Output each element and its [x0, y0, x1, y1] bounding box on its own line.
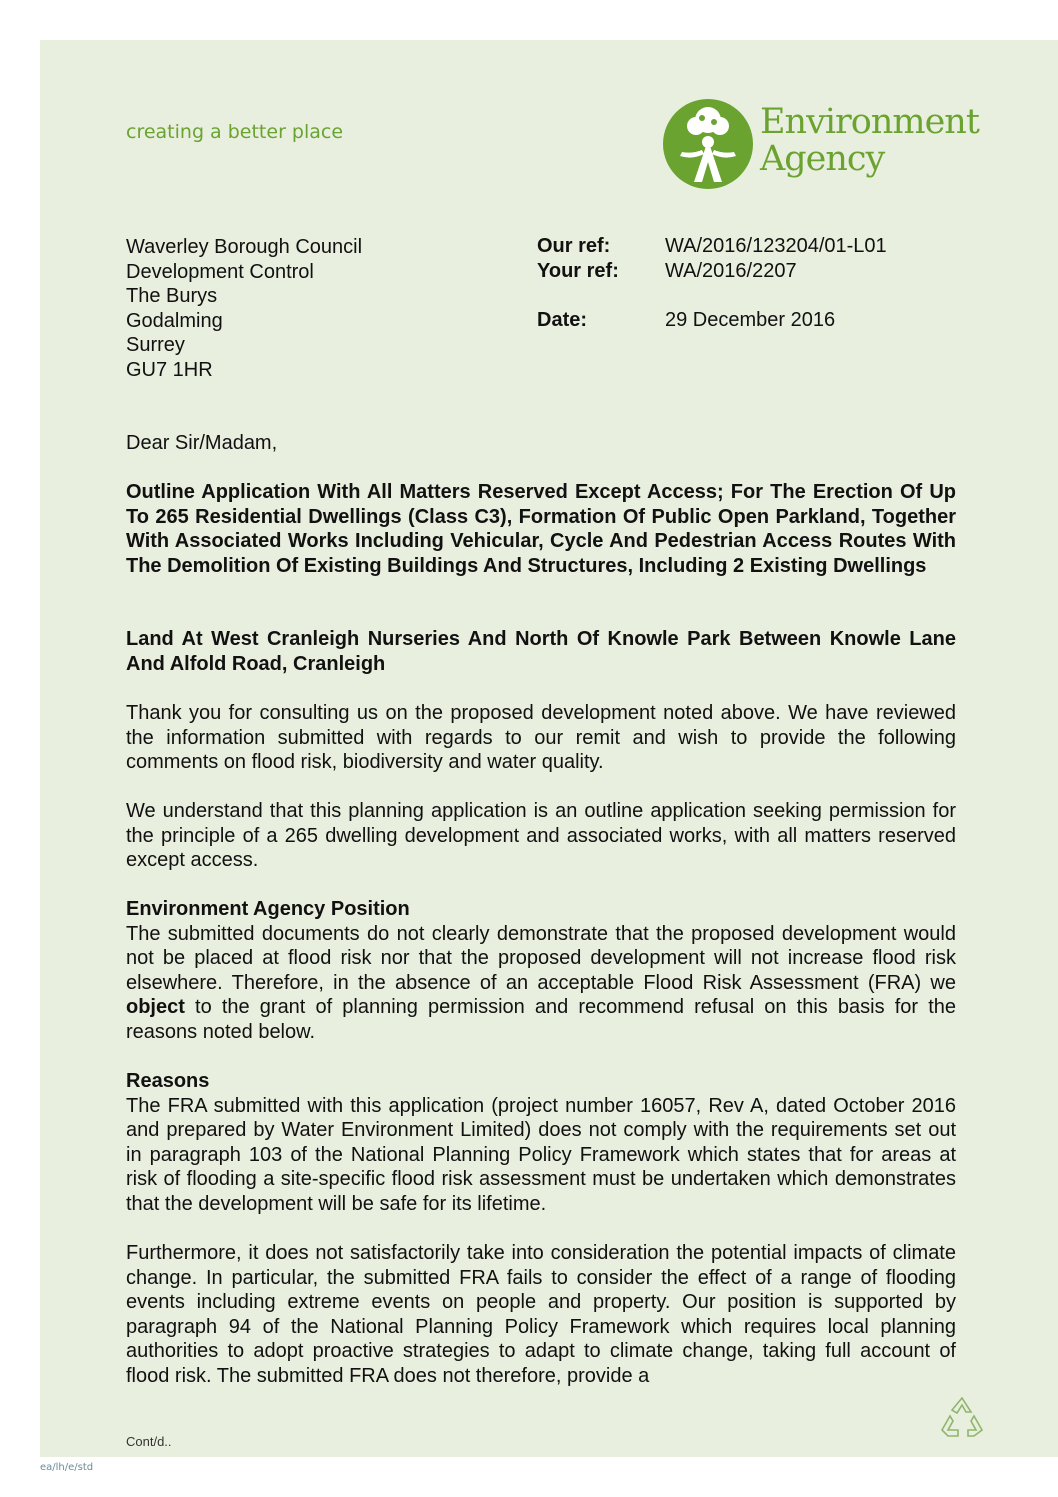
our-ref-value: WA/2016/123204/01-L01 — [665, 235, 887, 257]
site-heading: Land At West Cranleigh Nurseries And North Of Knowle Park Between Knowle Lane And Alfold Road, Cranleigh — [126, 628, 956, 675]
address-line: Waverley Borough Council — [126, 236, 363, 258]
logo-line2: Agency — [760, 139, 885, 179]
logo-line1: Environment — [760, 102, 979, 142]
reasons-heading: Reasons — [126, 1070, 210, 1092]
reasons-section — [126, 1069, 956, 1216]
logo-wordmark — [760, 104, 979, 178]
position-text-before: The submitted documents do not clearly demonstrate that the proposed development would not be placed at flood risk nor that the proposed development will not increase flood risk elsewhere. Therefore, in the absence of an acceptable Flood Risk Assessment (FRA) we — [126, 922, 956, 994]
recipient-address — [126, 235, 362, 382]
our-ref-label: Our ref: — [537, 235, 611, 257]
address-line: Surrey — [126, 334, 185, 356]
tagline: creating a better place — [126, 121, 344, 143]
your-ref-value: WA/2016/2207 — [665, 259, 797, 282]
intro-paragraph: Thank you for consulting us on the proposed development noted above. We have reviewed the information submitted with regards to our remit and wish to provide the following comments on flood risk, biodiversity and water quality. — [126, 702, 956, 773]
continued-note: Cont/d.. — [126, 1434, 172, 1449]
salutation: Dear Sir/Madam, — [126, 432, 278, 454]
address-line: The Burys — [126, 285, 218, 307]
climate-paragraph: Furthermore, it does not satisfactorily take into consideration the potential impacts of climate change. In particular, the submitted FRA fails to consider the effect of a range of flooding events including extreme events on people and property. Our position is supported by paragraph 94 of the National Planning Policy Framework which requires local planning authorities to adopt proactive strategies to adapt to climate change, taking full account of flood risk. The submitted FRA does not therefore, provide a — [126, 1242, 956, 1387]
your-ref-label: Your ref: — [537, 259, 619, 282]
recycle-icon — [938, 1394, 986, 1440]
address-line: GU7 1HR — [126, 358, 213, 381]
subject-heading: Outline Application With All Matters Reserved Except Access; For The Erection Of Up To 265 Residential Dwellings (Class C3), Formation Of Public Open Parkland, Together With Associated Works Including Vehicular, Cycle And Pedestrian Access Routes With The Demolition Of Existing Buildings And Structures, Including 2 Existing Dwellings — [126, 481, 956, 577]
position-heading: Environment Agency Position — [126, 898, 410, 920]
address-line: Godalming — [126, 309, 223, 332]
reasons-paragraph: The FRA submitted with this application (project number 16057, Rev A, dated October 2016 and prepared by Water Environment Limited) does not comply with the requirements set out in paragraph 103 of the National Planning Policy Framework which states that for areas at risk of flooding a site-specific flood risk assessment must be undertaken which demonstrates that the development will be safe for its lifetime. — [126, 1094, 956, 1215]
position-paragraph — [126, 922, 956, 1045]
understanding-paragraph: We understand that this planning application is an outline application seeking permission for the principle of a 265 dwelling development and associated works, with all matters reserved except access. — [126, 800, 956, 871]
address-line: Development Control — [126, 260, 314, 283]
position-object-word: object — [126, 996, 185, 1018]
footer-code: ea/lh/e/std — [40, 1462, 94, 1473]
position-section — [126, 897, 956, 1044]
date-value: 29 December 2016 — [665, 308, 836, 331]
position-text-after: to the grant of planning permission and recommend refusal on this basis for the reasons noted below. — [126, 996, 956, 1043]
date-label: Date: — [537, 308, 588, 331]
